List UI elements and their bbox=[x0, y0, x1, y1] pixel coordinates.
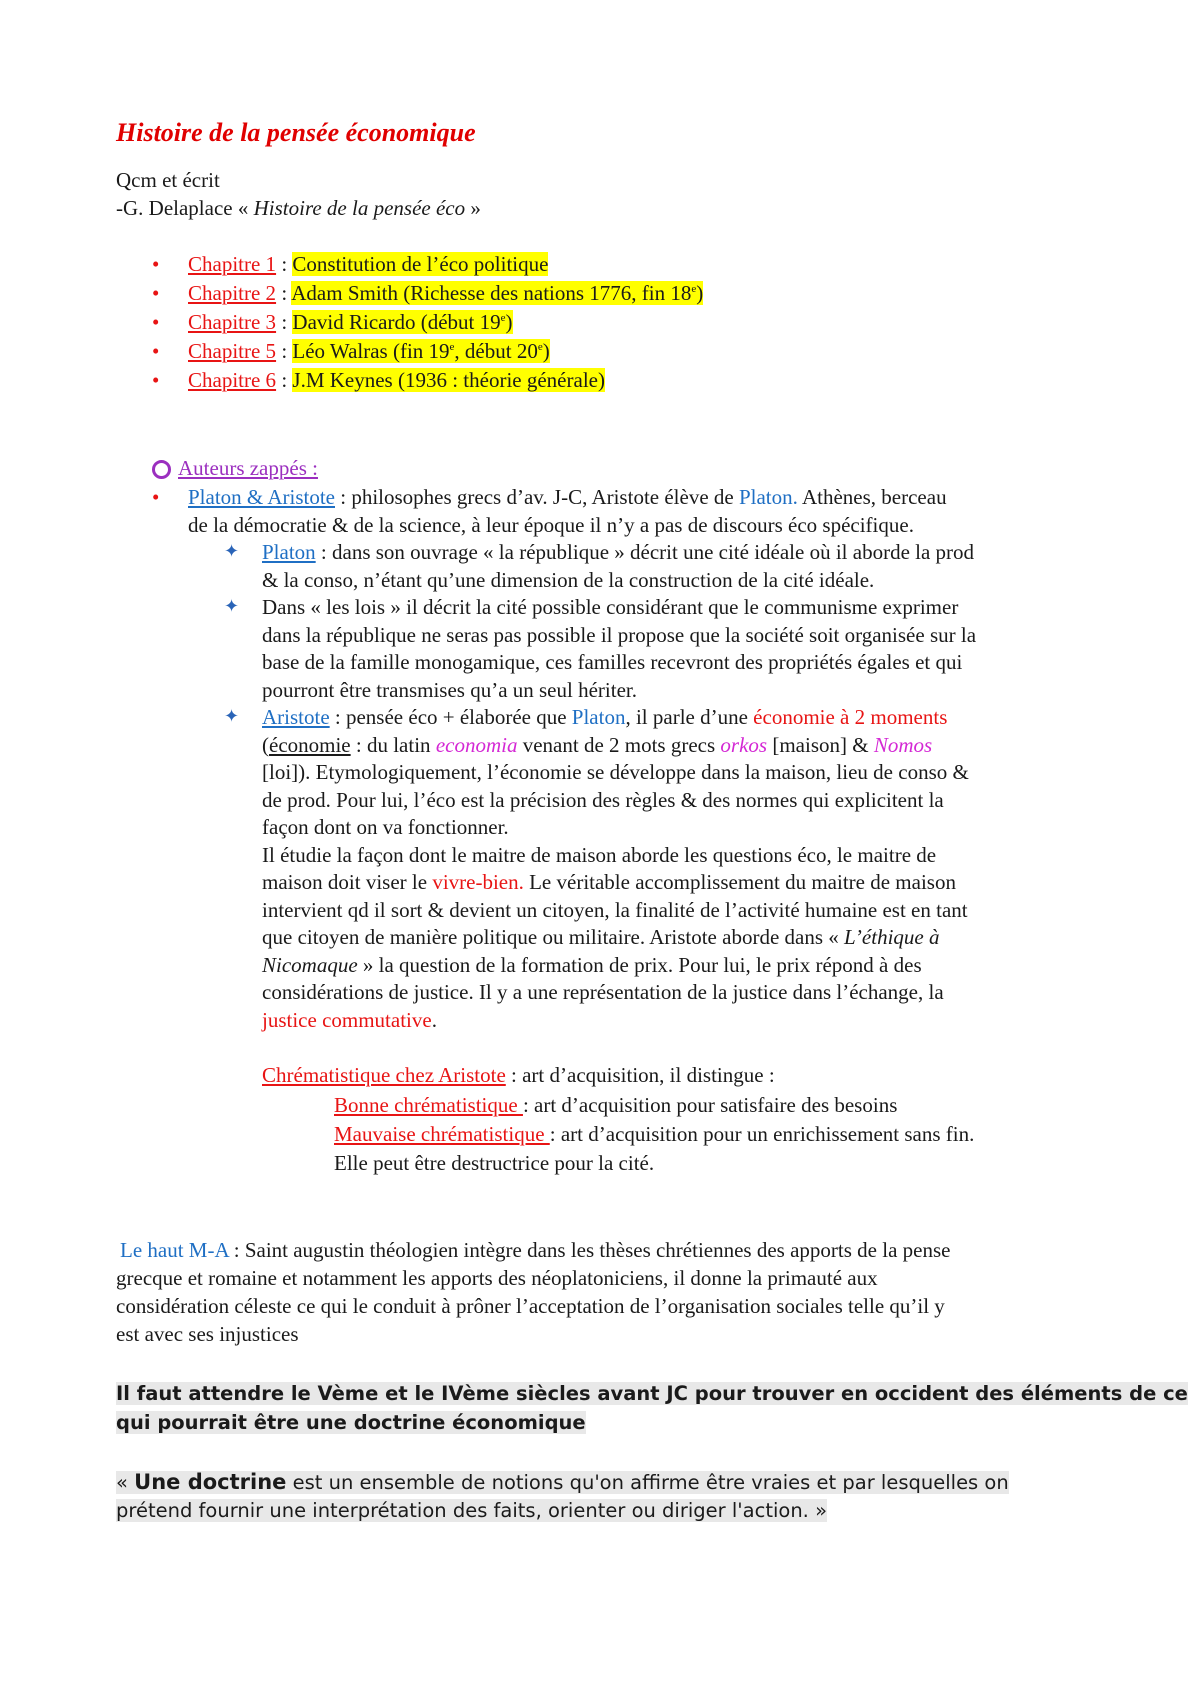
aristote-line-12 bbox=[262, 1006, 437, 1034]
platon-name: Platon. bbox=[738, 485, 798, 509]
superscript: e bbox=[691, 283, 697, 295]
chapter-label[interactable]: Chapitre 6 bbox=[188, 368, 277, 392]
chapter-tail: ) bbox=[542, 339, 550, 363]
text: ( bbox=[262, 733, 269, 757]
bullet-icon: • bbox=[152, 339, 160, 363]
star-bullet-icon: ✦ bbox=[224, 706, 240, 727]
bonne-chrematistique-label[interactable]: Bonne chrématistique bbox=[334, 1093, 523, 1117]
aristote-line-8: intervient qd il sort & devient un citoyen, la finalité de l’activité humaine est en tant bbox=[262, 898, 968, 922]
bullet-icon: • bbox=[152, 310, 160, 334]
bullet-icon: • bbox=[152, 252, 160, 276]
orkos-term: orkos bbox=[720, 733, 768, 757]
aristote-line-5: façon dont on va fonctionner. bbox=[262, 815, 509, 839]
aristote-line-2 bbox=[262, 731, 932, 759]
text: que citoyen de manière politique ou militaire. Aristote aborde dans « bbox=[262, 925, 845, 949]
chapter-mid: , début 20 bbox=[454, 339, 538, 363]
lois-line-1: Dans « les lois » il décrit la cité possible considérant que le communisme exprimer bbox=[262, 595, 959, 619]
chapter-label[interactable]: Chapitre 2 bbox=[188, 281, 277, 305]
doctrine-term: Une doctrine bbox=[134, 1470, 287, 1494]
book-title: Nicomaque bbox=[262, 953, 358, 977]
platon-aristote-line-2: de la démocratie & de la science, à leur époque il n’y a pas de discours éco spécifique. bbox=[188, 513, 914, 537]
aristote-label[interactable]: Aristote bbox=[262, 705, 330, 729]
book-title: L’éthique à bbox=[844, 925, 940, 949]
text: qui pourrait être une doctrine économique bbox=[116, 1411, 586, 1434]
bold-block-1-line-1 bbox=[116, 1380, 1188, 1408]
auteurs-heading[interactable]: Auteurs zappés : bbox=[178, 456, 318, 480]
mauvaise-chrematistique-line bbox=[334, 1120, 974, 1148]
chrematistique-label[interactable]: Chrématistique chez Aristote bbox=[262, 1063, 506, 1087]
economia-term: economia bbox=[435, 733, 518, 757]
text: maison doit viser le bbox=[262, 870, 433, 894]
intro-prefix: -G. Delaplace « bbox=[116, 196, 254, 220]
text: : pensée éco + élaborée que bbox=[329, 705, 572, 729]
chapter-label[interactable]: Chapitre 5 bbox=[188, 339, 277, 363]
aristote-line-9 bbox=[262, 923, 939, 951]
platon-label[interactable]: Platon bbox=[262, 540, 316, 564]
mauvaise-line-2: Elle peut être destructrice pour la cité. bbox=[334, 1151, 655, 1175]
haut-ma-label: Le haut M-A bbox=[120, 1238, 229, 1262]
economie-term: économie bbox=[269, 733, 351, 757]
lois-line-4: pourront être transmises qu’a un seul hériter. bbox=[262, 678, 637, 702]
text: [maison] & bbox=[767, 733, 874, 757]
nomos-term: Nomos bbox=[873, 733, 933, 757]
bullet-icon: • bbox=[152, 281, 160, 305]
platon-aristote-label[interactable]: Platon & Aristote bbox=[188, 485, 335, 509]
platon-name: Platon bbox=[571, 705, 626, 729]
circle-bullet-icon bbox=[152, 460, 171, 479]
superscript: e bbox=[500, 312, 506, 324]
haut-ma-line-2: grecque et romaine et notamment les apports des néoplatoniciens, il donne la primauté aux bbox=[116, 1266, 878, 1290]
bold-block-1-line-2 bbox=[116, 1409, 586, 1437]
chapter-tail: ) bbox=[505, 310, 513, 334]
chapter-text: Constitution de l’éco politique bbox=[292, 252, 549, 276]
text: : art d’acquisition, il distingue : bbox=[505, 1063, 775, 1087]
aristote-line-4: de prod. Pour lui, l’éco est la précision des règles & des normes qui explicitent la bbox=[262, 788, 944, 812]
text: : art d’acquisition pour un enrichissement sans fin. bbox=[549, 1122, 975, 1146]
highlight-red: économie à 2 moments bbox=[753, 705, 948, 729]
chapter-label[interactable]: Chapitre 1 bbox=[188, 252, 277, 276]
text: Le véritable accomplissement du maitre de maison bbox=[523, 870, 956, 894]
intro-line-2 bbox=[116, 194, 481, 222]
chapter-text: Léo Walras (fin 19 bbox=[292, 339, 450, 363]
text: est un ensemble de notions qu'on affirme être vraies et par lesquelles on bbox=[286, 1471, 1009, 1494]
lois-line-3: base de la famille monogamique, ces familles recevront des propriétés égales et qui bbox=[262, 650, 963, 674]
superscript: e bbox=[537, 341, 543, 353]
aristote-line-7 bbox=[262, 868, 956, 896]
text: : philosophes grecs d’av. J-C, Aristote élève de bbox=[335, 485, 739, 509]
justice-term: justice commutative bbox=[262, 1008, 432, 1032]
text: » la question de la formation de prix. Pour lui, le prix répond à des bbox=[357, 953, 922, 977]
platon-line-2: & la conso, n’étant qu’une dimension de la construction de la cité idéale. bbox=[262, 568, 875, 592]
text: : du latin bbox=[350, 733, 436, 757]
aristote-line-10 bbox=[262, 951, 922, 979]
bold-block-2-line-2 bbox=[116, 1497, 827, 1525]
chapter-tail: ) bbox=[696, 281, 704, 305]
text: Il faut attendre le Vème et le IVème siècles avant JC pour trouver en occident des éléments de ce bbox=[116, 1382, 1188, 1405]
star-bullet-icon: ✦ bbox=[224, 541, 240, 562]
haut-ma-line-3: considération céleste ce qui le conduit à prôner l’acceptation de l’organisation sociales telle qu’il y bbox=[116, 1294, 945, 1318]
superscript: e bbox=[449, 341, 455, 353]
text: . bbox=[431, 1008, 437, 1032]
text: prétend fournir une interprétation des faits, orienter ou diriger l'action. » bbox=[116, 1499, 828, 1522]
book-title: Histoire de la pensée éco bbox=[253, 196, 466, 220]
haut-ma-line-1 bbox=[120, 1236, 950, 1264]
intro-text: Qcm et écrit bbox=[116, 168, 220, 192]
text: : art d’acquisition pour satisfaire des besoins bbox=[522, 1093, 898, 1117]
chrematistique-line bbox=[262, 1061, 775, 1089]
chapter-text: J.M Keynes (1936 : théorie générale) bbox=[292, 368, 605, 392]
text: venant de 2 mots grecs bbox=[517, 733, 721, 757]
text: : Saint augustin théologien intègre dans les thèses chrétiennes des apports de la pense bbox=[228, 1238, 951, 1262]
text: : dans son ouvrage « la république » décrit une cité idéale où il aborde la prod bbox=[315, 540, 975, 564]
star-bullet-icon: ✦ bbox=[224, 596, 240, 617]
haut-ma-line-4: est avec ses injustices bbox=[116, 1322, 299, 1346]
bullet-icon: • bbox=[152, 485, 160, 509]
text: , il parle d’une bbox=[625, 705, 754, 729]
text: Athènes, berceau bbox=[797, 485, 947, 509]
chapter-label[interactable]: Chapitre 3 bbox=[188, 310, 277, 334]
bonne-chrematistique-line bbox=[334, 1091, 897, 1119]
vivre-bien-term: vivre-bien. bbox=[432, 870, 524, 894]
text: « bbox=[116, 1471, 135, 1494]
aristote-line-6: Il étudie la façon dont le maitre de maison aborde les questions éco, le maitre de bbox=[262, 843, 937, 867]
lois-line-2: dans la république ne seras pas possible il propose que la société soit organisée sur la bbox=[262, 623, 977, 647]
aristote-line-3: [loi]). Etymologiquement, l’économie se développe dans la maison, lieu de conso & bbox=[262, 760, 969, 784]
bold-block-2-line-1 bbox=[116, 1468, 1009, 1497]
chapter-text: Adam Smith (Richesse des nations 1776, fin 18 bbox=[291, 281, 692, 305]
aristote-line-11: considérations de justice. Il y a une représentation de la justice dans l’échange, la bbox=[262, 980, 944, 1004]
chapter-text: David Ricardo (début 19 bbox=[292, 310, 501, 334]
mauvaise-chrematistique-label[interactable]: Mauvaise chrématistique bbox=[334, 1122, 550, 1146]
intro-line-1 bbox=[116, 166, 220, 194]
page-title: Histoire de la pensée économique bbox=[116, 118, 476, 147]
intro-suffix: » bbox=[465, 196, 481, 220]
bullet-icon: • bbox=[152, 368, 160, 392]
